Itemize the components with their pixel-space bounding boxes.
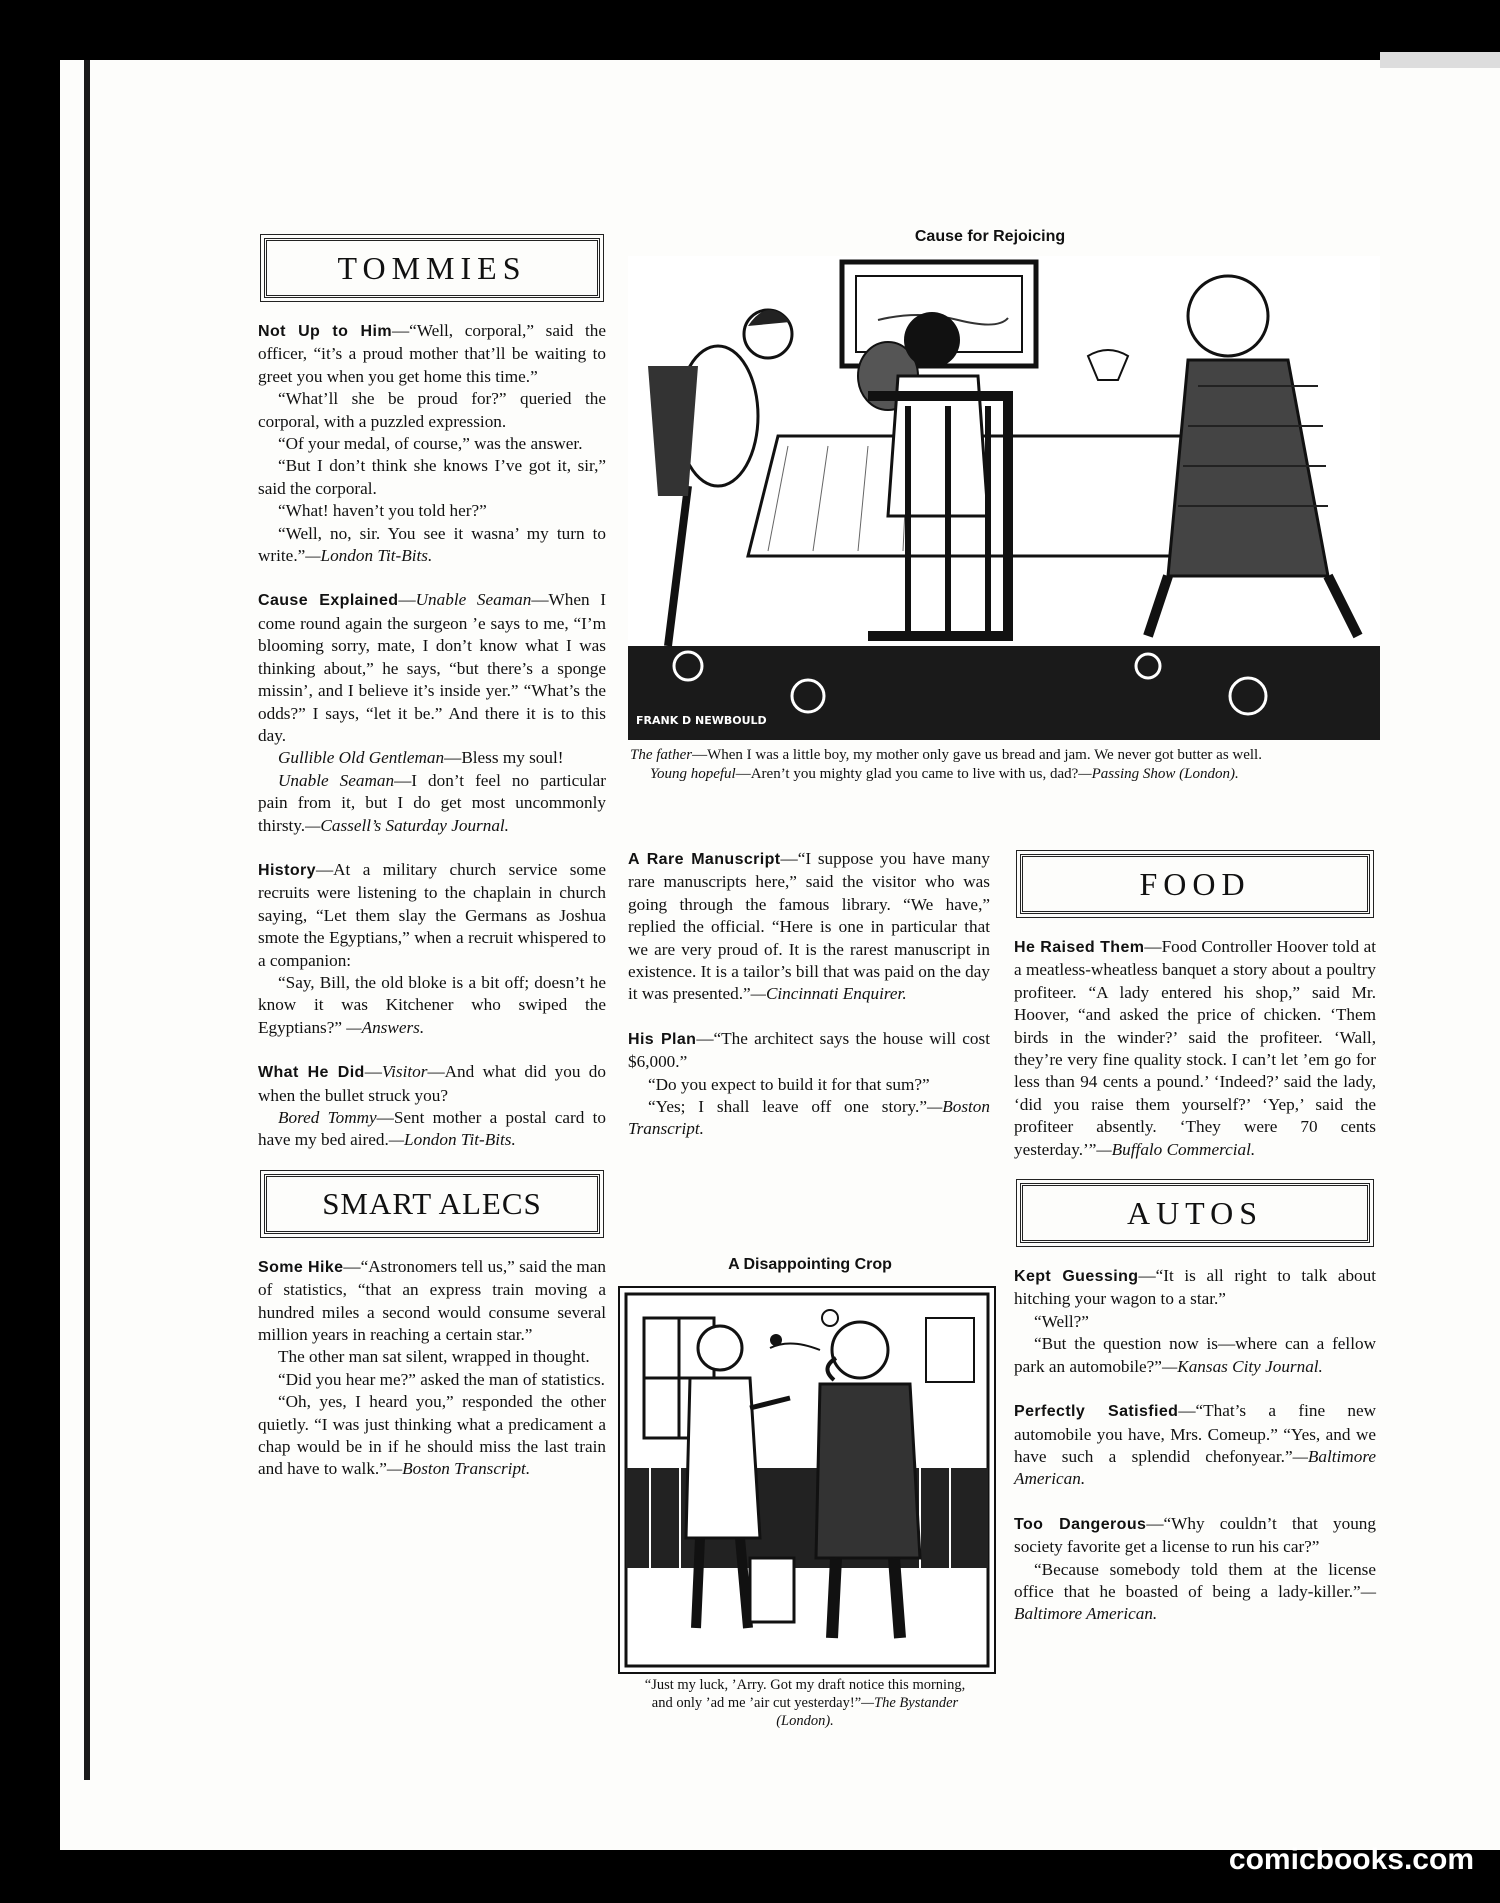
article-title: Not Up to Him (258, 323, 392, 340)
cartoon-title: Cause for Rejoicing (914, 228, 1066, 245)
left-column (258, 232, 606, 1503)
article-rare-manuscript: A Rare Manuscript—“I suppose you have many rare manuscripts here,” said the visitor who was going through the famous library. “We have,” replied the official. “Here is one in particular that we are very proud of. It is the rarest manuscript in existence. It is a tailor’s bill that was paid on the day it was presented.”—Cincinnati Enquirer. (628, 849, 990, 1004)
source-credit: —Kansas City Journal. (1161, 1356, 1323, 1376)
article-title: His Plan (628, 1030, 697, 1048)
source-credit: —London Tit-Bits. (388, 1130, 516, 1150)
article-too-dangerous: Too Dangerous—“Why couldn’t that young society favorite get a license to run his car?” “Because somebody told them at the license office that he boasted of being a lady-killer.”—Baltimore American. (1014, 1513, 1376, 1624)
cartoon-disappointing-crop (618, 1286, 996, 1674)
article-title: What He Did (258, 1064, 365, 1082)
source-credit: —Buffalo Commercial. (1096, 1139, 1256, 1159)
source-credit: —Boston Transcript. (628, 1097, 990, 1139)
cartoon-caption: “Just my luck, ’Arry. Got my draft notice this morning, and only ’ad me ’air cut yesterday!”—The Bystander (London). (644, 1677, 966, 1729)
article-title: Perfectly Satisfied (1014, 1403, 1179, 1421)
food-heading: FOOD (1020, 854, 1370, 914)
cartoon-cause-for-rejoicing (628, 256, 1380, 740)
smart-alecs-heading: SMART ALECS (264, 1174, 600, 1234)
tommies-heading: TOMMIES (264, 238, 600, 298)
article-title: History (258, 861, 316, 879)
source-credit: —London Tit-Bits. (305, 546, 433, 566)
article-what-he-did: What He Did—Visitor—And what did you do when the bullet struck you? Bored Tommy—Sent mother a postal card to have my bed aired.—London Tit-Bits. (258, 1062, 606, 1150)
source-credit: —Answers. (342, 1017, 425, 1037)
page-spine (84, 60, 90, 1780)
article-title: Some Hike (258, 1258, 344, 1276)
article-kept-guessing: Kept Guessing—“It is all right to talk about hitching your wagon to a star.” “Well?” “But the question now is—where can a fellow park an automobile?”—Kansas City Journal. (1014, 1266, 1377, 1376)
artist-signature: FRANK D NEWBOULD (636, 714, 767, 727)
cartoon-caption: The father—When I was a little boy, my mother only gave us bread and jam. We never got butter as well. Young hopeful—Aren’t you mighty glad you came to live with us, dad?—Passing Show (London). (630, 747, 1262, 782)
article-title: A Rare Manuscript (628, 851, 781, 868)
site-watermark: comicbooks.com (1228, 1843, 1474, 1876)
autos-heading: AUTOS (1020, 1183, 1370, 1243)
source-credit: —Cincinnati Enquirer. (750, 984, 907, 1004)
article-he-raised-them: He Raised Them—Food Controller Hoover told at a meatless-wheatless banquet a story about a poultry profiteer. “A lady entered his shop,” said Mr. Hoover, “and asked the price of chicken. ‘Them birds in the winder?’ said the profiteer. ‘Wall, they’re very fine quality stock. I can’t let ’em go for less than 94 cents a pound.’ ‘Indeed?’ said the lady, ‘did you raise them yourself?’ ‘Yep,’ said the profiteer absently. ‘They were 70 cents yesterday.’”—Buffalo Commercial. (1014, 937, 1376, 1159)
article-some-hike: Some Hike—“Astronomers tell us,” said the man of statistics, “that an express train moving a hundred miles a second would consume several million years in reaching a certain star.” The other man sat silent, wrapped in thought. “Did you hear me?” asked the man of statistics. “Oh, yes, I heard you,” responded the other quietly. “I was just thinking what a predicament a chap would be in if he should miss the last train and have to walk.”—Boston Transcript. (258, 1256, 606, 1479)
source-credit: —Baltimore American. (1014, 1581, 1376, 1624)
cartoon-title: A Disappointing Crop (728, 1256, 892, 1273)
article-not-up-to-him: Not Up to Him—“Well, corporal,” said the officer, “it’s a proud mother that’ll be waiting to greet you when you get home this time.” “What’ll she be proud for?” queried the corporal, with a puzzled expression. “Of your medal, of course,” was the answer. “But I don’t think she knows I’ve got it, sir,” said the corporal. “What! haven’t you told her?” “Well, no, sir. You see it wasna’ my turn to write.”—London Tit-Bits. (258, 321, 606, 566)
article-title: He Raised Them (1014, 939, 1145, 956)
article-cause-explained: Cause Explained—Unable Seaman—When I come round again the surgeon ’e says to me, “I’m blooming sorry, mate, I don’t know what I was thinking about,” he says, “but there’s a sponge missin’, and I believe it’s inside yer.” “What’s the odds?” I says, “let it be.” And there it is to this day. Gullible Old Gentleman—Bless my soul! Unable Seaman—I don’t feel no particular pain from it, but I do get most uncommonly thirsty.—Cassell’s Saturday Journal. (258, 590, 607, 835)
family-dinner-illustration (628, 256, 1380, 740)
article-title: Too Dangerous (1014, 1515, 1147, 1533)
article-title: Kept Guessing (1014, 1268, 1139, 1286)
article-title: Cause Explained (258, 592, 399, 610)
next-page-edge (1380, 52, 1500, 68)
source-credit: —Cassell’s Saturday Journal. (305, 815, 509, 835)
article-history: History—At a military church service some recruits were listening to the chaplain in church saying, “Let them slay the Germans as Joshua smote the Egyptians,” when a recruit whispered to a companion: “Say, Bill, the old bloke is a bit off; doesn’t he know it was Kitchener who swiped the Egyptians?” —Answers. (258, 859, 606, 1037)
right-column (1014, 848, 1376, 1648)
source-credit: —Baltimore American. (1014, 1446, 1376, 1489)
article-his-plan: His Plan—“The architect says the house will cost $6,000.” “Do you expect to build it for that sum?” “Yes; I shall leave off one story.”—Boston Transcript. (628, 1028, 990, 1139)
article-perfectly-satisfied: Perfectly Satisfied—“That’s a fine new automobile you have, Mrs. Comeup.” “Yes, and we have such a splendid chefonyear.”—Baltimore American. (1014, 1401, 1377, 1489)
middle-column (628, 848, 990, 1163)
barbershop-illustration (620, 1288, 994, 1672)
source-credit: —Boston Transcript. (386, 1459, 531, 1479)
